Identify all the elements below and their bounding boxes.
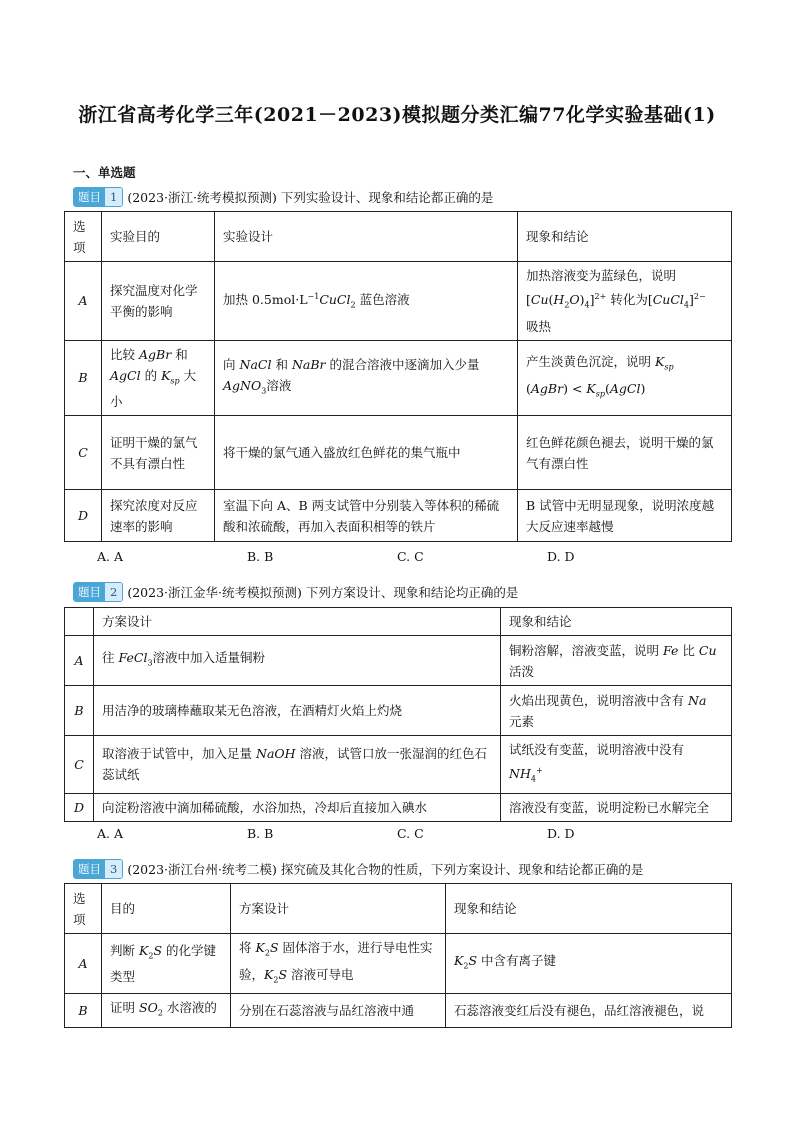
section-heading: 一、单选题 — [73, 165, 136, 180]
table-row: A 探究温度对化学平衡的影响 加热 $0.5mol\cdot L^{-1}CuCl_2$ 蓝色溶液 加热溶液变为蓝绿色，说明 $[Cu(H_2O)_4]^{2+}$ 转化为[CuCl$_4$]$^{2-}$ 吸热 — [65, 262, 732, 341]
table-row: D 探究浓度对反应速率的影响 室温下向 A、B 两支试管中分别装入等体积的稀硫酸和浓硫酸，再加入表面积相等的铁片 B 试管中无明显现象，说明浓度越大反应速率越慢 — [65, 490, 732, 542]
table-header: 现象和结论 — [518, 212, 732, 262]
question-3-table — [64, 883, 732, 1028]
question-badge: 题目 1 — [73, 187, 123, 207]
option-a[interactable]: A. A — [97, 549, 124, 564]
question-3-stem: 题目 3 (2023·浙江台州·统考二模) 探究硫及其化合物的性质，下列方案设计、现象和结论都正确的是 — [73, 859, 643, 879]
table-row: B 比较 AgBr 和 AgCl 的 $K_{sp}$ 大小 向 NaCl 和 NaBr 的混合溶液中逐滴加入少量 AgNO$_3$溶液 产生淡黄色沉淀，说明 $K_{sp}$ (AgBr) < $K_{sp}(AgCl)$ — [65, 340, 732, 416]
question-1-stem: 题目 1 (2023·浙江·统考模拟预测) 下列实验设计、现象和结论都正确的是 — [73, 187, 493, 207]
table-header: 实验设计 — [215, 212, 518, 262]
question-badge: 题目 3 — [73, 859, 123, 879]
table-header: 选项 — [65, 212, 102, 262]
table-header: 现象和结论 — [446, 884, 732, 934]
table-row: A 判断 $K_2S$ 的化学键类型 将 $K_2S$ 固体溶于水，进行导电性实验，$K_2S$ 溶液可导电 $K_2S$ 中含有离子键 — [65, 934, 732, 994]
table-row: C 证明干燥的氯气不具有漂白性 将干燥的氯气通入盛放红色鲜花的集气瓶中 红色鲜花颜色褪去，说明干燥的氯气有漂白性 — [65, 416, 732, 490]
table-header: 实验目的 — [102, 212, 215, 262]
table-row: B 用洁净的玻璃棒蘸取某无色溶液，在酒精灯火焰上灼烧 火焰出现黄色，说明溶液中含有 Na 元素 — [65, 686, 732, 736]
option-d[interactable]: D. D — [547, 826, 575, 841]
table-header: 方案设计 — [94, 608, 501, 636]
table-header: 方案设计 — [231, 884, 446, 934]
table-row: D 向淀粉溶液中滴加稀硫酸，水浴加热，冷却后直接加入碘水 溶液没有变蓝，说明淀粉已水解完全 — [65, 793, 732, 821]
question-2-table — [64, 607, 732, 822]
option-c[interactable]: C. C — [397, 549, 424, 564]
question-badge: 题目 2 — [73, 582, 123, 602]
question-2-stem: 题目 2 (2023·浙江金华·统考模拟预测) 下列方案设计、现象和结论均正确的是 — [73, 582, 518, 602]
table-header: 目的 — [102, 884, 231, 934]
question-2-options — [97, 826, 697, 841]
option-a[interactable]: A. A — [97, 826, 124, 841]
option-c[interactable]: C. C — [397, 826, 424, 841]
table-row: C 取溶液于试管中，加入足量 NaOH 溶液，试管口放一张湿润的红色石蕊试纸 试纸没有变蓝，说明溶液中没有 $NH_4^+$ — [65, 736, 732, 794]
table-header: 选项 — [65, 884, 102, 934]
question-1-table — [64, 211, 732, 542]
table-row: B 证明 $SO_2$ 水溶液的 分别在石蕊溶液与品红溶液中通 石蕊溶液变红后没有褪色，品红溶液褪色，说 — [65, 994, 732, 1028]
option-d[interactable]: D. D — [547, 549, 575, 564]
option-b[interactable]: B. B — [247, 826, 274, 841]
table-header: 现象和结论 — [501, 608, 732, 636]
page-title: 浙江省高考化学三年(2021－2023)模拟题分类汇编77化学实验基础(1) — [78, 104, 716, 126]
table-row: A 往 FeCl$_3$溶液中加入适量铜粉 铜粉溶解，溶液变蓝，说明 Fe 比 Cu 活泼 — [65, 636, 732, 686]
option-b[interactable]: B. B — [247, 549, 274, 564]
question-1-options — [97, 549, 697, 564]
